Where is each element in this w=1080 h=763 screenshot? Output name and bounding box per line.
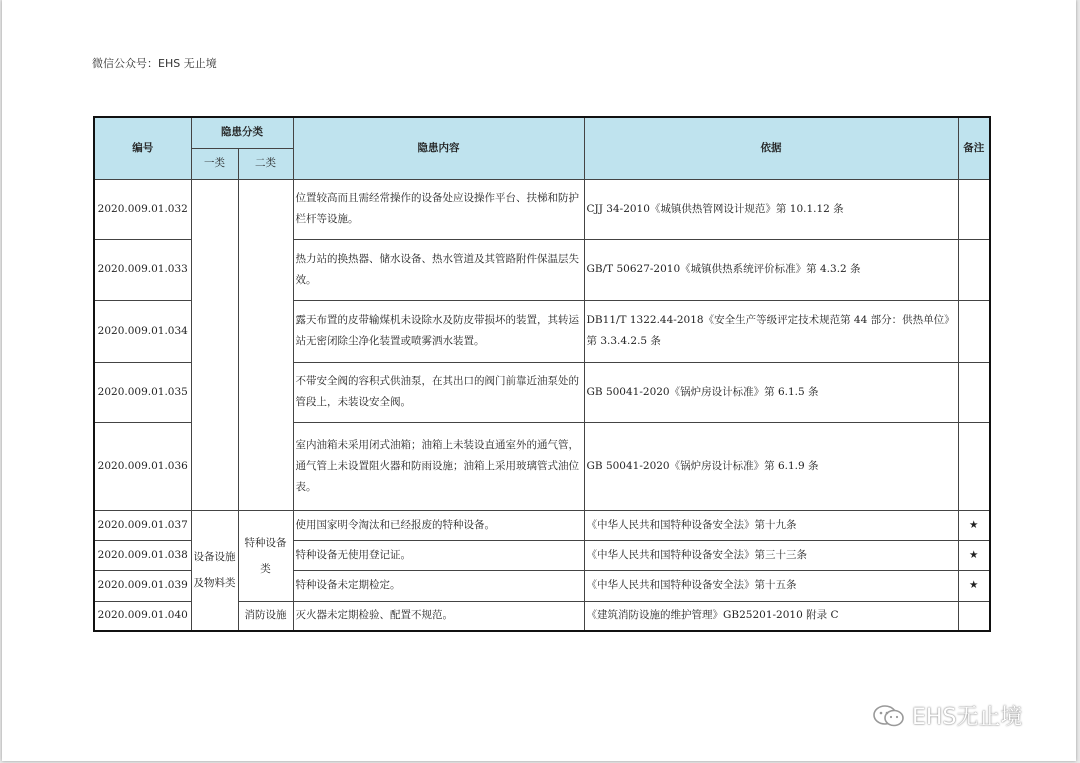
header-cat2: 二类 [238, 148, 293, 179]
row-remark: ★ [958, 540, 990, 570]
row-content: 露天布置的皮带输煤机未设除水及防皮带损坏的装置，其转运站无密闭除尘净化装置或喷雾洒水装置。 [293, 300, 584, 362]
cat2-special: 特种设备类 [238, 510, 293, 601]
table-row [94, 179, 990, 239]
row-remark [958, 422, 990, 510]
row-basis: GB 50041-2020《锅炉房设计标准》第 6.1.9 条 [584, 422, 958, 510]
row-id: 2020.009.01.033 [94, 239, 191, 300]
row-content: 特种设备未定期检定。 [293, 570, 584, 601]
row-basis: 《中华人民共和国特种设备安全法》第十五条 [584, 570, 958, 601]
table-row [94, 510, 990, 540]
watermark [872, 700, 1022, 731]
row-content: 位置较高而且需经常操作的设备处应设操作平台、扶梯和防护栏杆等设施。 [293, 179, 584, 239]
row-id: 2020.009.01.037 [94, 510, 191, 540]
row-remark [958, 300, 990, 362]
cat2-cell-empty [238, 179, 293, 510]
row-remark: ★ [958, 570, 990, 601]
row-content: 使用国家明令淘汰和已经报废的特种设备。 [293, 510, 584, 540]
header-category: 隐患分类 [191, 117, 293, 148]
row-basis: 《建筑消防设施的维护管理》GB25201-2010 附录 C [584, 601, 958, 631]
row-id: 2020.009.01.036 [94, 422, 191, 510]
cat1-cell-empty [191, 179, 238, 510]
row-id: 2020.009.01.035 [94, 362, 191, 422]
row-content: 热力站的换热器、储水设备、热水管道及其管路附件保温层失效。 [293, 239, 584, 300]
row-content: 灭火器未定期检验、配置不规范。 [293, 601, 584, 631]
hazard-table [93, 116, 991, 632]
row-basis: GB 50041-2020《锅炉房设计标准》第 6.1.5 条 [584, 362, 958, 422]
row-remark: ★ [958, 510, 990, 540]
cat2-fire: 消防设施 [238, 601, 293, 631]
row-content: 特种设备无使用登记证。 [293, 540, 584, 570]
row-content: 不带安全阀的容积式供油泵，在其出口的阀门前靠近油泵处的管段上，未装设安全阀。 [293, 362, 584, 422]
row-id: 2020.009.01.038 [94, 540, 191, 570]
row-id: 2020.009.01.032 [94, 179, 191, 239]
watermark-text: EHS无止境 [912, 705, 1023, 730]
row-basis: CJJ 34-2010《城镇供热管网设计规范》第 10.1.12 条 [584, 179, 958, 239]
header-number: 编号 [94, 117, 191, 179]
row-id: 2020.009.01.034 [94, 300, 191, 362]
header-remark: 备注 [958, 117, 990, 179]
row-basis: DB11/T 1322.44-2018《安全生产等级评定技术规范第 44 部分：供热单位》第 3.3.4.2.5 条 [584, 300, 958, 362]
header-content: 隐患内容 [293, 117, 584, 179]
row-id: 2020.009.01.040 [94, 601, 191, 631]
header-text: 微信公众号：EHS 无止境 [92, 57, 217, 70]
row-remark [958, 179, 990, 239]
header-basis: 依据 [584, 117, 958, 179]
wechat-icon [872, 704, 906, 728]
row-remark [958, 362, 990, 422]
row-basis: 《中华人民共和国特种设备安全法》第三十三条 [584, 540, 958, 570]
document-page [2, 0, 1076, 761]
header-cat1: 一类 [191, 148, 238, 179]
row-id: 2020.009.01.039 [94, 570, 191, 601]
row-content: 室内油箱未采用闭式油箱；油箱上未装设直通室外的通气管，通气管上未设置阻火器和防雨设施；油箱上采用玻璃管式油位表。 [293, 422, 584, 510]
row-basis: GB/T 50627-2010《城镇供热系统评价标准》第 4.3.2 条 [584, 239, 958, 300]
cat1-group: 设备设施及物料类 [191, 510, 238, 631]
row-basis: 《中华人民共和国特种设备安全法》第十九条 [584, 510, 958, 540]
row-remark [958, 601, 990, 631]
row-remark [958, 239, 990, 300]
